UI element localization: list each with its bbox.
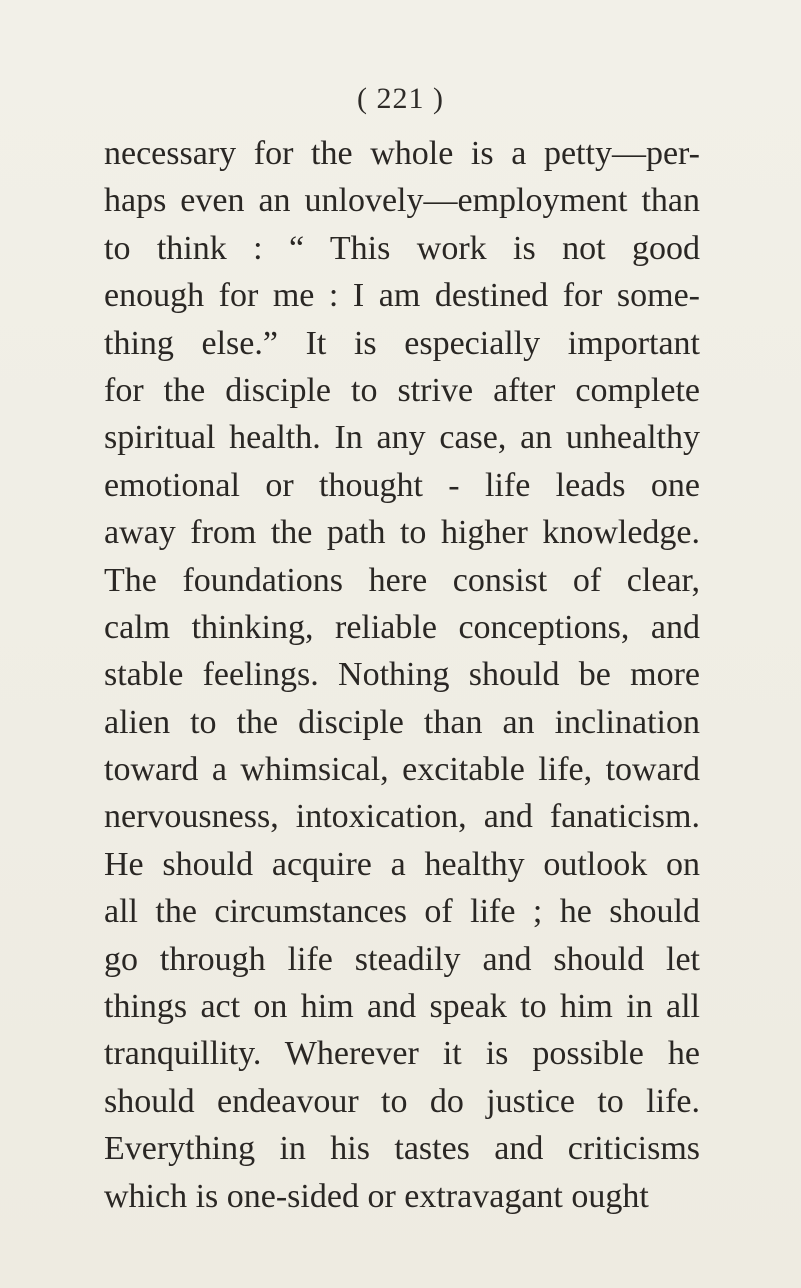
text-line: for the disciple to strive after complete xyxy=(104,371,700,409)
text-line: which is one-sided or extravagant ought xyxy=(104,1177,649,1215)
text-line: The foundations here consist of clear, xyxy=(104,561,700,599)
text-line: go through life steadily and should let xyxy=(104,940,700,978)
body-text xyxy=(104,130,700,1220)
text-line: necessary for the whole is a petty—per- xyxy=(104,135,700,172)
text-line: tranquillity. Wherever it is possible he xyxy=(104,1035,700,1073)
text-line: thing else.” It is especially important xyxy=(104,324,700,362)
text-line: He should acquire a healthy outlook on xyxy=(104,845,700,883)
text-line: things act on him and speak to him in all xyxy=(104,988,700,1026)
text-line: enough for me : I am destined for some- xyxy=(104,277,700,315)
text-line: spiritual health. In any case, an unhealthy xyxy=(104,419,700,457)
text-line: toward a whimsical, excitable life, toward xyxy=(104,751,700,789)
text-line: calm thinking, reliable conceptions, and xyxy=(104,608,700,646)
text-line: Everything in his tastes and criticisms xyxy=(104,1130,700,1168)
page-number: ( 221 ) xyxy=(357,82,444,115)
text-line: nervousness, intoxication, and fanaticism. xyxy=(104,798,700,836)
text-line: to think : “ This work is not good xyxy=(104,229,700,267)
text-line: haps even an unlovely—employment than xyxy=(104,182,700,220)
text-line: alien to the disciple than an inclination xyxy=(104,703,700,741)
text-line: away from the path to higher knowledge. xyxy=(104,514,700,552)
text-line: emotional or thought - life leads one xyxy=(104,466,700,504)
text-line: all the circumstances of life ; he should xyxy=(104,893,700,931)
text-line: stable feelings. Nothing should be more xyxy=(104,656,700,694)
text-line: should endeavour to do justice to life. xyxy=(104,1082,700,1120)
